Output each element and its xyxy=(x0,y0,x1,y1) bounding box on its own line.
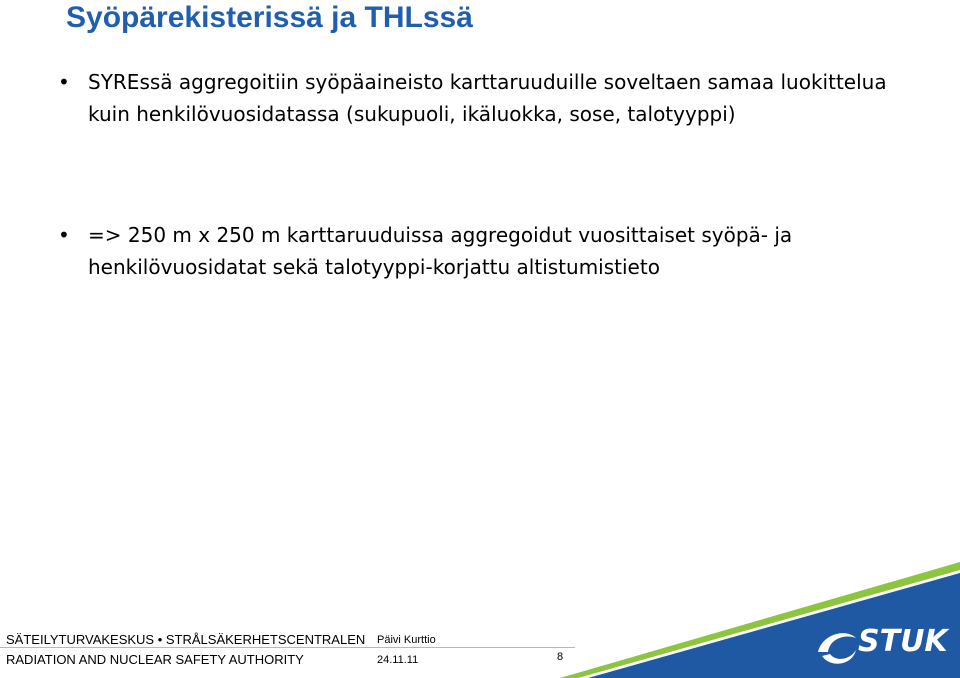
logo-band-graphic xyxy=(560,552,960,678)
page-number: 8 xyxy=(557,651,564,663)
footer-org-line2: RADIATION AND NUCLEAR SAFETY AUTHORITY xyxy=(6,652,304,667)
footer-organization xyxy=(6,630,365,670)
bullet-dot-icon: • xyxy=(58,223,70,247)
bullet-text: SYREssä aggregoitiin syöpäaineisto karttaruuduille soveltaen samaa luokittelua kuin henkilövuosidatassa (sukupuoli, ikäluokka, sose, talotyyppi) xyxy=(88,70,887,126)
bullet-dot-icon: • xyxy=(58,70,70,94)
footer-meta xyxy=(377,630,436,670)
bullet-item xyxy=(58,219,928,283)
logo-text: STUK xyxy=(858,624,948,659)
bullet-text: => 250 m x 250 m karttaruuduissa aggregoidut vuosittaiset syöpä- ja henkilövuosidatat sekä talotyyppi-korjattu altistumistieto xyxy=(88,223,793,279)
footer-date: 24.11.11 xyxy=(377,654,419,666)
footer-author: Päivi Kurttio xyxy=(377,634,436,646)
stuk-logo xyxy=(560,552,960,678)
bullet-item xyxy=(58,66,928,130)
slide-title: Syöpärekisterissä ja THLssä xyxy=(66,1,473,34)
footer-org-line1: SÄTEILYTURVAKESKUS • STRÅLSÄKERHETSCENTRALEN xyxy=(6,632,366,647)
